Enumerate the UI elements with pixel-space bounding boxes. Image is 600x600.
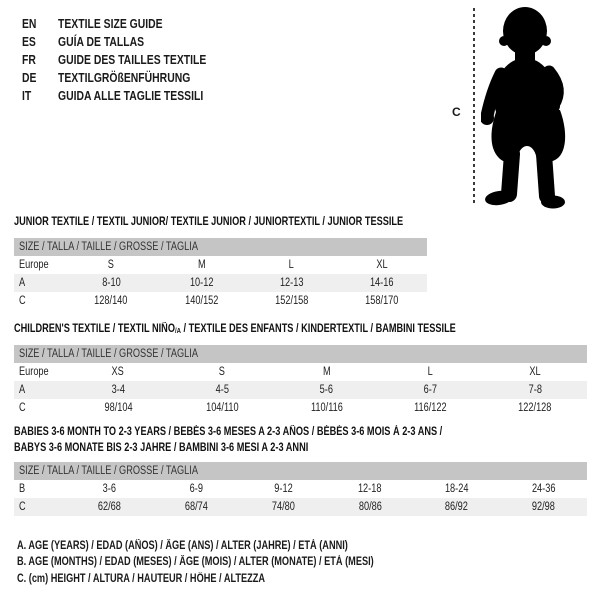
- value-cell: [170, 381, 274, 399]
- baby-silhouette-shape: [481, 7, 565, 209]
- height-measure-label: C: [452, 105, 461, 119]
- cell-value: 158/170: [365, 295, 399, 307]
- value-cell: [337, 274, 427, 292]
- row-label-cell: [14, 399, 66, 417]
- language-row-it: [22, 87, 243, 105]
- language-code: DE: [22, 70, 37, 85]
- cell-value: 92/98: [532, 501, 556, 513]
- section-title-text: [14, 441, 308, 457]
- cell-value: 18-24: [444, 483, 469, 495]
- cell-value: 14-16: [370, 277, 394, 289]
- size-header-bar: [14, 345, 587, 363]
- value-cell: [153, 480, 240, 498]
- section-title-line: [14, 215, 500, 231]
- cell-value: L: [289, 259, 295, 271]
- cell-value: 140/152: [184, 295, 218, 307]
- footnote-text: A. AGE (YEARS) / EDAD (AÑOS) / ÂGE (ANS) / ALTER (JAHRE) / ETÀ (ANNI): [17, 540, 348, 552]
- footnote-line-3: [17, 571, 463, 587]
- footnote-line-1: [17, 538, 463, 554]
- section-title-2: [14, 322, 566, 338]
- section-title-line: [14, 322, 566, 338]
- cell-value: 10-12: [189, 277, 214, 289]
- cell-value: 74/80: [271, 501, 295, 513]
- cell-value: XL: [529, 366, 541, 378]
- table-row-a: [14, 274, 427, 292]
- value-cell: [153, 498, 240, 516]
- cell-value: S: [219, 366, 226, 378]
- cell-value: 80/86: [358, 501, 382, 513]
- section-title-1: [14, 215, 500, 231]
- cell-value: 122/128: [518, 402, 552, 414]
- silhouette-ear-right: [541, 36, 551, 46]
- value-cell: [170, 399, 274, 417]
- baby-silhouette-image: [481, 4, 595, 210]
- footnote-line-2: [17, 554, 463, 570]
- row-label-cell: [14, 381, 66, 399]
- size-table-2: [14, 345, 587, 417]
- value-cell: [247, 256, 337, 274]
- value-cell: [66, 274, 156, 292]
- cell-value: 12-13: [279, 277, 304, 289]
- cell-value: 9-12: [273, 483, 293, 495]
- row-label: A: [19, 384, 26, 396]
- table-row-c: [14, 399, 587, 417]
- value-cell: [66, 363, 170, 381]
- row-label: C: [19, 295, 26, 307]
- cell-value: 5-6: [319, 384, 334, 396]
- table-row-c: [14, 498, 587, 516]
- row-label-cell: [14, 480, 66, 498]
- table-row-europe: [14, 363, 587, 381]
- size-table-1: [14, 238, 427, 310]
- cell-value: 12-18: [358, 483, 382, 495]
- silhouette-leg-left: [509, 154, 512, 194]
- size-table-3: [14, 462, 587, 516]
- cell-value: 24-36: [531, 483, 556, 495]
- section-title-text: [14, 215, 403, 231]
- cell-value: 104/110: [205, 402, 239, 414]
- size-header-bar: [14, 462, 587, 480]
- value-cell: [156, 256, 246, 274]
- cell-value: XL: [376, 259, 388, 271]
- value-cell: [500, 498, 587, 516]
- cell-value: 152/158: [274, 295, 309, 307]
- section-title-text: [14, 322, 456, 339]
- row-label-cell: [14, 363, 66, 381]
- value-cell: [274, 381, 378, 399]
- row-label-cell: [14, 274, 66, 292]
- value-cell: [483, 363, 587, 381]
- footnote-text: C. (cm) HEIGHT / ALTURA / HAUTEUR / HÖHE / ALTEZZA: [17, 572, 266, 585]
- value-cell: [66, 256, 156, 274]
- row-label: B: [19, 483, 26, 495]
- row-label-cell: [14, 256, 66, 274]
- language-row-en: [22, 15, 243, 33]
- value-cell: [379, 381, 483, 399]
- height-measure-dashed-line: [473, 8, 475, 206]
- cell-value: 8-10: [101, 277, 121, 289]
- silhouette-foot-right: [541, 196, 565, 209]
- value-cell: [337, 292, 427, 310]
- language-code: EN: [22, 16, 37, 31]
- value-cell: [500, 480, 587, 498]
- title-segment: /A: [174, 326, 181, 335]
- title-segment: CHILDREN'S TEXTILE / TEXTIL NIÑO: [14, 323, 175, 335]
- section-title-line: [14, 425, 549, 441]
- cell-value: 68/74: [184, 501, 208, 513]
- row-label-cell: [14, 498, 66, 516]
- language-code: IT: [22, 88, 32, 103]
- language-title-list: [22, 15, 243, 105]
- table-row-b: [14, 480, 587, 498]
- cell-value: S: [108, 259, 115, 271]
- title-segment: BABIES 3-6 MONTH TO 2-3 YEARS / BEBÉS 3-6 MESES A 2-3 AÑOS / BÉBÉS 3-6 MOIS À 2-3 ANS /: [14, 426, 443, 438]
- value-cell: [66, 399, 170, 417]
- cell-value: 128/140: [94, 295, 128, 307]
- section-title-3: [14, 425, 549, 456]
- language-code: FR: [22, 52, 36, 67]
- cell-value: 98/104: [104, 402, 133, 414]
- value-cell: [240, 498, 327, 516]
- cell-value: L: [428, 366, 434, 378]
- title-segment: JUNIOR TEXTILE / TEXTIL JUNIOR/ TEXTILE JUNIOR / JUNIORTEXTIL / JUNIOR TESSILE: [14, 216, 404, 228]
- value-cell: [66, 480, 153, 498]
- silhouette-ear-left: [499, 36, 509, 46]
- language-title: GUÍA DE TALLAS: [58, 34, 145, 49]
- table-row-europe: [14, 256, 427, 274]
- value-cell: [156, 274, 246, 292]
- silhouette-shorts: [491, 110, 565, 162]
- value-cell: [274, 363, 378, 381]
- cell-value: M: [197, 259, 206, 271]
- section-title-text: [14, 425, 442, 441]
- cell-value: 110/116: [310, 402, 343, 414]
- language-row-fr: [22, 51, 243, 69]
- language-title: GUIDA ALLE TAGLIE TESSILI: [58, 88, 204, 103]
- value-cell: [483, 381, 587, 399]
- value-cell: [379, 363, 483, 381]
- cell-value: 62/68: [97, 501, 121, 513]
- language-title: GUIDE DES TAILLES TEXTILE: [58, 52, 207, 67]
- language-row-es: [22, 33, 243, 51]
- value-cell: [66, 292, 156, 310]
- value-cell: [66, 381, 170, 399]
- value-cell: [413, 480, 500, 498]
- value-cell: [240, 480, 327, 498]
- value-cell: [66, 498, 153, 516]
- row-label: A: [19, 277, 26, 289]
- row-label-cell: [14, 292, 66, 310]
- language-title: TEXTILE SIZE GUIDE: [58, 16, 163, 31]
- value-cell: [327, 480, 414, 498]
- language-row-de: [22, 69, 243, 87]
- value-cell: [170, 363, 274, 381]
- value-cell: [156, 292, 246, 310]
- cell-value: 6-9: [189, 483, 203, 495]
- title-segment: / TEXTILE DES ENFANTS / KINDERTEXTIL / BAMBINI TESSILE: [180, 323, 456, 335]
- language-title: TEXTILGRÖßENFÜHRUNG: [58, 70, 191, 85]
- value-cell: [247, 274, 337, 292]
- value-cell: [247, 292, 337, 310]
- cell-value: 7-8: [528, 384, 542, 396]
- title-segment: BABYS 3-6 MONATE BIS 2-3 JAHRE / BAMBINI 3-6 MESI A 2-3 ANNI: [14, 441, 309, 454]
- language-code: ES: [22, 34, 36, 49]
- row-label: C: [19, 402, 26, 414]
- size-header-text: SIZE / TALLA / TAILLE / GRÖSSE / TAGLIA: [19, 465, 198, 477]
- cell-value: 86/92: [445, 501, 469, 513]
- cell-value: 3-6: [102, 483, 117, 495]
- value-cell: [379, 399, 483, 417]
- size-header-text: SIZE / TALLA / TAILLE / GRÖSSE / TAGLIA: [19, 348, 198, 360]
- size-header-bar: [14, 238, 427, 256]
- footnote-text: B. AGE (MONTHS) / EDAD (MESES) / ÂGE (MOIS) / ALTER (MONATE) / ETÀ (MESI): [17, 556, 374, 569]
- section-title-line: [14, 441, 549, 457]
- cell-value: 6-7: [424, 384, 438, 396]
- value-cell: [327, 498, 414, 516]
- size-header-text: SIZE / TALLA / TAILLE / GRÖSSE / TAGLIA: [19, 241, 198, 253]
- cell-value: M: [322, 366, 331, 378]
- value-cell: [413, 498, 500, 516]
- value-cell: [483, 399, 587, 417]
- row-label: Europe: [19, 366, 49, 378]
- cell-value: 4-5: [215, 384, 229, 396]
- cell-value: XS: [111, 366, 125, 378]
- value-cell: [337, 256, 427, 274]
- cell-value: 116/122: [414, 402, 447, 414]
- table-row-a: [14, 381, 587, 399]
- row-label: C: [19, 501, 26, 513]
- silhouette-leg-right: [544, 154, 547, 196]
- footnotes: [17, 538, 463, 587]
- row-label: Europe: [19, 259, 49, 271]
- table-row-c: [14, 292, 427, 310]
- cell-value: 3-4: [111, 384, 125, 396]
- value-cell: [274, 399, 378, 417]
